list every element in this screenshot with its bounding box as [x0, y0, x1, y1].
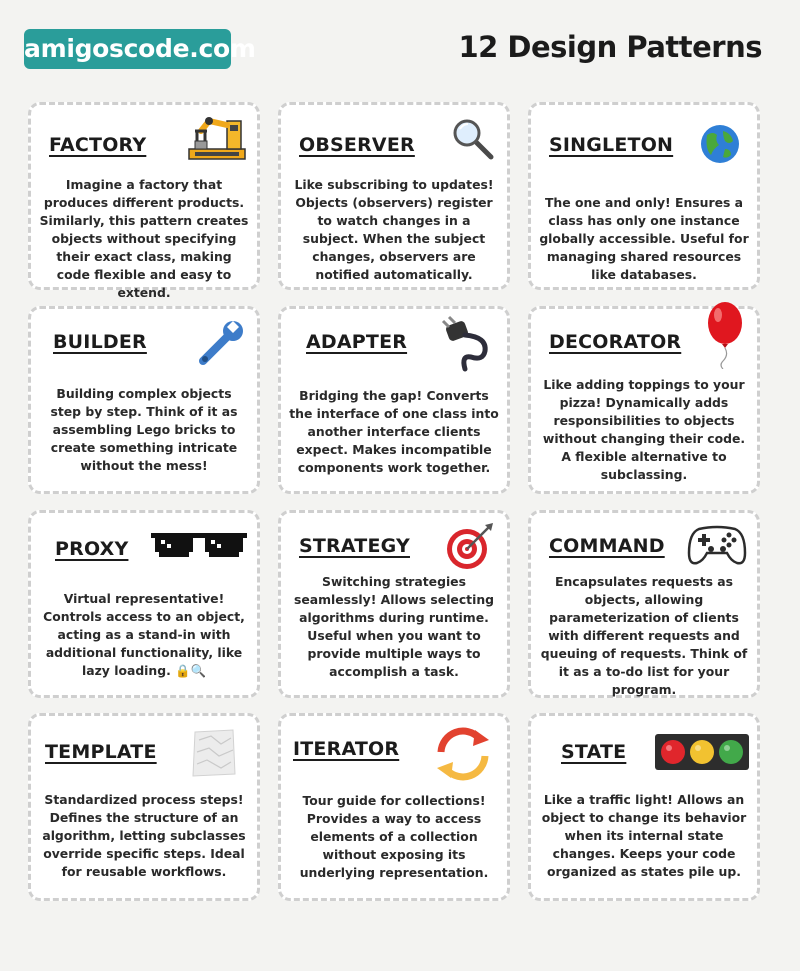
card-title: STRATEGY [299, 535, 410, 557]
card-builder [28, 306, 260, 494]
brand-badge: amigoscode.com [24, 29, 231, 69]
balloon-icon [705, 301, 745, 369]
traffic-light-icon [655, 734, 749, 770]
crumpled-paper-icon [191, 728, 237, 778]
card-description: Imagine a factory that produces different products. Similarly, this pattern creates objects without specifying their exact class, making code flexible and easy to extend. [39, 177, 249, 300]
card-template [28, 713, 260, 901]
cycle-arrows-icon [431, 724, 495, 784]
pixel-sunglasses-icon [151, 533, 247, 557]
card-observer [278, 102, 510, 290]
card-title: COMMAND [549, 535, 665, 557]
card-description: The one and only! Ensures a class has only one instance globally accessible. Useful for managing shared resources like databases. [539, 195, 749, 282]
card-title: STATE [561, 741, 627, 763]
card-adapter [278, 306, 510, 494]
magnifying-glass-icon [451, 117, 495, 161]
card-description: Like subscribing to updates! Objects (observers) register to watch changes in a subject. When the subject changes, observers are notified automatically. [294, 177, 494, 282]
card-description: Virtual representative! Controls access to an object, acting as a stand-in with additional functionality, like lazy loading. 🔒🔍 [43, 591, 245, 678]
globe-icon [699, 123, 741, 165]
card-title: FACTORY [49, 134, 147, 156]
card-decorator [528, 306, 760, 494]
card-description: Like adding toppings to your pizza! Dynamically adds responsibilities to objects without changing their code. A flexible alternative to subclassing. [542, 377, 746, 482]
target-dart-icon [445, 521, 495, 571]
card-strategy [278, 510, 510, 698]
factory-robot-arm-icon [187, 113, 247, 161]
wrench-icon [193, 319, 245, 371]
card-description: Switching strategies seamlessly! Allows selecting algorithms during runtime. Useful when you want to provide multiple ways to accomplish a task. [293, 574, 495, 679]
card-title: OBSERVER [299, 134, 415, 156]
card-description: Bridging the gap! Converts the interface of one class into another interface clients expect. Makes incompatible components work together. [289, 388, 499, 475]
card-description: Like a traffic light! Allows an object to change its behavior when its internal state changes. Keeps your code organized as states pile up. [541, 792, 747, 879]
card-title: DECORATOR [549, 331, 682, 353]
card-title: BUILDER [53, 331, 147, 353]
card-command [528, 510, 760, 698]
card-state [528, 713, 760, 901]
card-title: TEMPLATE [45, 741, 157, 763]
page-title: 12 Design Patterns [458, 30, 762, 64]
card-title: ADAPTER [306, 331, 408, 353]
card-singleton [528, 102, 760, 290]
card-description: Standardized process steps! Defines the structure of an algorithm, letting subclasses override specific steps. Ideal for reusable workflows. [42, 792, 246, 879]
game-controller-icon [687, 523, 747, 567]
card-factory [28, 102, 260, 300]
card-title: ITERATOR [293, 738, 400, 760]
card-description: Tour guide for collections! Provides a way to access elements of a collection without exposing its underlying representation. [299, 793, 489, 880]
power-plug-icon [441, 315, 495, 373]
card-title: PROXY [55, 538, 129, 560]
card-description: Encapsulates requests as objects, allowing parameterization of clients with different requests and queuing of requests. Think of it as a to-do list for your program. [540, 574, 748, 697]
card-description: Building complex objects step by step. Think of it as assembling Lego bricks to create something intricate without the mess! [50, 386, 238, 473]
card-iterator [278, 713, 510, 901]
card-proxy [28, 510, 260, 698]
card-title: SINGLETON [549, 134, 674, 156]
